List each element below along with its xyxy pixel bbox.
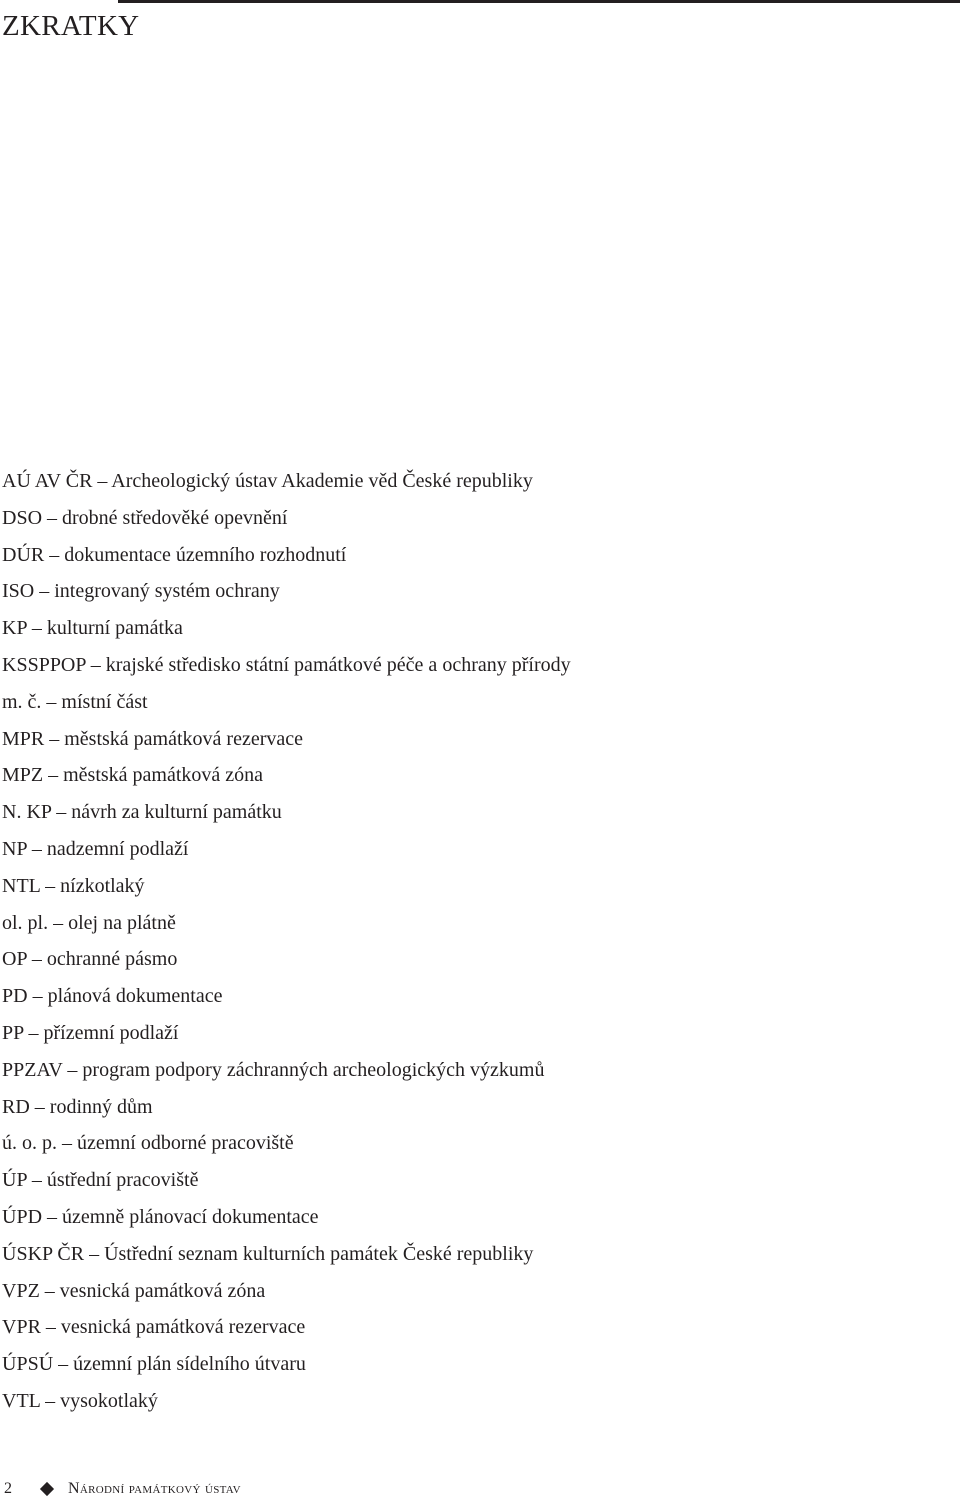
abbreviation-item: ÚP – ústřední pracoviště bbox=[2, 1169, 199, 1192]
page-number: 2 bbox=[4, 1480, 12, 1497]
abbreviation-item: ú. o. p. – územní odborné pracoviště bbox=[2, 1132, 294, 1155]
abbreviation-item: NTL – nízkotlaký bbox=[2, 874, 145, 897]
top-rule bbox=[118, 0, 960, 3]
page-heading: ZKRATKY bbox=[2, 10, 140, 42]
abbreviation-item: VPR – vesnická památková rezervace bbox=[2, 1316, 306, 1339]
abbreviation-item: AÚ AV ČR – Archeologický ústav Akademie věd České republiky bbox=[2, 470, 533, 492]
abbreviation-item: ISO – integrovaný systém ochrany bbox=[2, 580, 280, 603]
abbreviation-item: PPZAV – program podpory záchranných archeologických výzkumů bbox=[2, 1058, 545, 1081]
abbreviation-item: KP – kulturní památka bbox=[2, 617, 183, 640]
abbreviation-item: ÚPSÚ – územní plán sídelního útvaru bbox=[2, 1353, 306, 1376]
abbreviation-item: MPR – městská památková rezervace bbox=[2, 727, 304, 750]
abbreviation-item: KSSPPOP – krajské středisko státní památkové péče a ochrany přírody bbox=[2, 653, 571, 676]
abbreviation-item: NP – nadzemní podlaží bbox=[2, 837, 189, 860]
abbreviation-item: N. KP – návrh za kulturní památku bbox=[2, 801, 282, 824]
abbreviation-item: VPZ – vesnická památková zóna bbox=[2, 1279, 266, 1302]
abbreviation-item: DÚR – dokumentace územního rozhodnutí bbox=[2, 543, 347, 566]
abbreviation-item: ÚPD – územně plánovací dokumentace bbox=[2, 1205, 319, 1228]
abbreviation-item: MPZ – městská památková zóna bbox=[2, 764, 264, 787]
abbreviation-item: DSO – drobné středověké opevnění bbox=[2, 506, 288, 529]
organization-name: Národní památkový ústav bbox=[68, 1480, 241, 1497]
abbreviation-item: RD – rodinný dům bbox=[2, 1095, 153, 1118]
abbreviation-item: ÚSKP ČR – Ústřední seznam kulturních památek České republiky bbox=[2, 1242, 534, 1265]
abbreviation-item: m. č. – místní část bbox=[2, 690, 148, 713]
abbreviation-list bbox=[2, 463, 571, 1420]
diamond-icon bbox=[40, 1482, 54, 1496]
abbreviation-item: PD – plánová dokumentace bbox=[2, 985, 223, 1008]
abbreviation-item: OP – ochranné pásmo bbox=[2, 948, 178, 971]
abbreviation-item: ol. pl. – olej na plátně bbox=[2, 911, 176, 934]
abbreviation-item: VTL – vysokotlaký bbox=[2, 1389, 158, 1412]
abbreviation-item: PP – přízemní podlaží bbox=[2, 1021, 179, 1044]
page-footer bbox=[4, 1478, 241, 1500]
